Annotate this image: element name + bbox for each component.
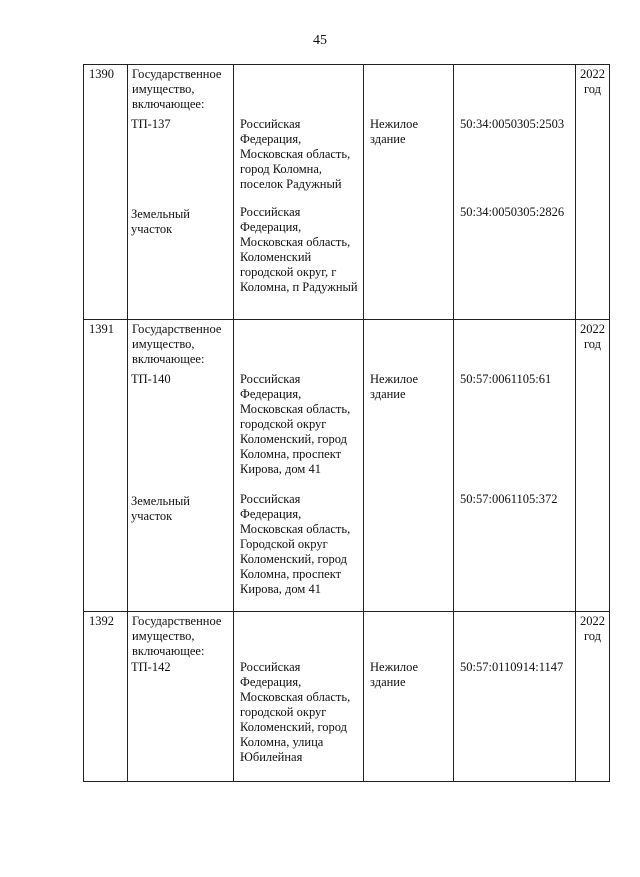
table-row <box>84 320 610 612</box>
row-number: 1392 <box>84 612 128 782</box>
item-address: Российская Федерация, Московская область, Городской округ Коломенский, город Коломна, проспект Кирова, дом 41 <box>240 492 351 596</box>
cadastral-number: 50:34:0050305:2826 <box>460 205 565 219</box>
group-title: Государственное имущество, включающее: <box>132 322 222 366</box>
item-type: Нежилое здание <box>370 372 419 401</box>
row-number: 1391 <box>84 320 128 612</box>
item-type: Нежилое здание <box>370 117 419 146</box>
property-registry-table <box>83 64 610 782</box>
year-cell: 2022 год <box>576 612 610 782</box>
address-cell <box>234 320 364 612</box>
cadastral-number: 50:57:0110914:1147 <box>460 660 564 674</box>
cadastral-number-cell <box>454 65 576 320</box>
year-cell: 2022 год <box>576 65 610 320</box>
item-name: ТП-140 <box>131 372 171 386</box>
address-cell <box>234 65 364 320</box>
year-cell: 2022 год <box>576 320 610 612</box>
address-cell <box>234 612 364 782</box>
object-type-cell <box>364 65 454 320</box>
group-title: Государственное имущество, включающее: <box>132 614 222 658</box>
object-type-cell <box>364 612 454 782</box>
item-name: ТП-137 <box>131 117 171 131</box>
table-row <box>84 65 610 320</box>
object-type-cell <box>364 320 454 612</box>
item-name: ТП-142 <box>131 660 171 674</box>
item-name: Земельный участок <box>131 494 190 523</box>
table-row <box>84 612 610 782</box>
cadastral-number: 50:57:0061105:61 <box>460 372 552 386</box>
row-number: 1390 <box>84 65 128 320</box>
cadastral-number-cell <box>454 612 576 782</box>
cadastral-number: 50:57:0061105:372 <box>460 492 558 506</box>
item-address: Российская Федерация, Московская область, Коломенский городской округ, г Коломна, п Радужный <box>240 205 358 294</box>
cadastral-number: 50:34:0050305:2503 <box>460 117 565 131</box>
item-type: Нежилое здание <box>370 660 419 689</box>
item-address: Российская Федерация, Московская область, городской округ Коломенский, город Коломна, проспект Кирова, дом 41 <box>240 372 351 476</box>
item-address: Российская Федерация, Московская область, городской округ Коломенский, город Коломна, улица Юбилейная <box>240 660 351 764</box>
object-name-cell <box>128 65 234 320</box>
group-title: Государственное имущество, включающее: <box>132 67 222 111</box>
item-address: Российская Федерация, Московская область, город Коломна, поселок Радужный <box>240 117 351 191</box>
cadastral-number-cell <box>454 320 576 612</box>
item-name: Земельный участок <box>131 207 190 236</box>
object-name-cell <box>128 612 234 782</box>
page-number: 45 <box>313 33 327 48</box>
object-name-cell <box>128 320 234 612</box>
